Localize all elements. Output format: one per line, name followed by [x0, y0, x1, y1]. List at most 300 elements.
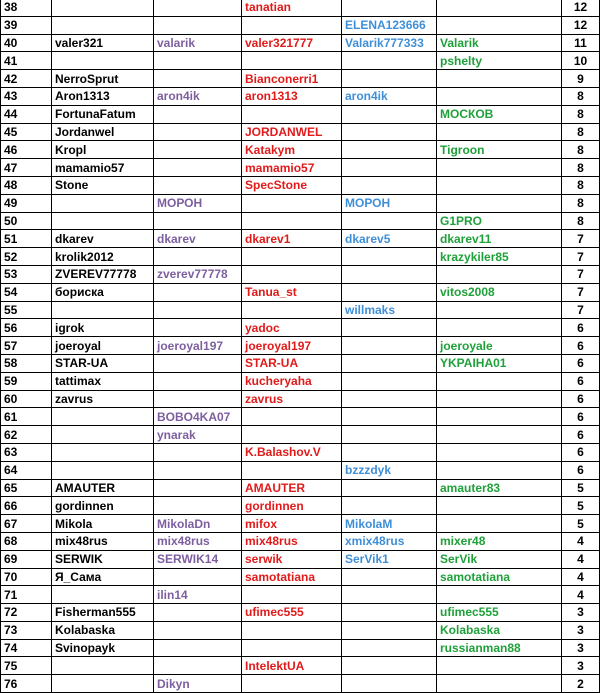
- nick-col3-cell: Bianconerri1: [242, 70, 342, 88]
- nick-col2-cell: ilin14: [154, 586, 242, 604]
- table-row: [1, 105, 600, 123]
- nick-col4-cell: [342, 408, 437, 426]
- nick-col2-cell: [154, 70, 242, 88]
- nick-col4-cell: [342, 675, 437, 693]
- nick-col4-cell: [342, 283, 437, 301]
- nick-col5-cell: [437, 87, 562, 105]
- nick-col2-cell: [154, 372, 242, 390]
- rank-cell: 46: [1, 141, 52, 159]
- rank-cell: 66: [1, 497, 52, 515]
- nick-col2-cell: [154, 568, 242, 586]
- nick-col2-cell: [154, 176, 242, 194]
- table-row: [1, 390, 600, 408]
- nick-col1-cell: [52, 16, 154, 34]
- score-cell: 6: [562, 408, 600, 426]
- nick-col3-cell: aron1313: [242, 87, 342, 105]
- score-cell: 12: [562, 0, 600, 16]
- table-row: [1, 283, 600, 301]
- nick-col1-cell: [52, 301, 154, 319]
- nick-col2-cell: aron4ik: [154, 87, 242, 105]
- nick-col3-cell: tanatian: [242, 0, 342, 16]
- nick-col4-cell: [342, 479, 437, 497]
- nick-col4-cell: Valarik777333: [342, 34, 437, 52]
- rank-cell: 54: [1, 283, 52, 301]
- nick-col4-cell: [342, 123, 437, 141]
- nick-col4-cell: willmaks: [342, 301, 437, 319]
- nick-col4-cell: [342, 52, 437, 70]
- nick-col4-cell: [342, 248, 437, 266]
- nick-col5-cell: [437, 390, 562, 408]
- nick-col4-cell: [342, 141, 437, 159]
- nick-col3-cell: [242, 639, 342, 657]
- nick-col1-cell: Stone: [52, 176, 154, 194]
- nick-col4-cell: [342, 265, 437, 283]
- nick-col3-cell: kucheryaha: [242, 372, 342, 390]
- nick-col1-cell: [52, 194, 154, 212]
- table-body: [1, 0, 600, 693]
- table-row: [1, 675, 600, 693]
- table-row: [1, 70, 600, 88]
- table-row: [1, 0, 600, 16]
- rank-cell: 42: [1, 70, 52, 88]
- table-row: [1, 568, 600, 586]
- nick-col5-cell: vitos2008: [437, 283, 562, 301]
- score-cell: 8: [562, 194, 600, 212]
- score-cell: 8: [562, 176, 600, 194]
- nick-col2-cell: [154, 123, 242, 141]
- table-row: [1, 337, 600, 355]
- nick-col5-cell: [437, 426, 562, 444]
- nick-col3-cell: [242, 105, 342, 123]
- nick-col2-cell: [154, 604, 242, 622]
- nick-col3-cell: Katakym: [242, 141, 342, 159]
- rank-cell: 76: [1, 675, 52, 693]
- nick-col5-cell: [437, 194, 562, 212]
- nick-col4-cell: xmix48rus: [342, 532, 437, 550]
- table-row: [1, 479, 600, 497]
- nick-col1-cell: FortunaFatum: [52, 105, 154, 123]
- nick-col2-cell: [154, 319, 242, 337]
- rank-cell: 63: [1, 443, 52, 461]
- rank-cell: 38: [1, 0, 52, 16]
- score-cell: 3: [562, 621, 600, 639]
- nick-col4-cell: [342, 372, 437, 390]
- rank-cell: 60: [1, 390, 52, 408]
- nick-col3-cell: zavrus: [242, 390, 342, 408]
- rank-cell: 64: [1, 461, 52, 479]
- rank-cell: 48: [1, 176, 52, 194]
- nick-col5-cell: Kolabaska: [437, 621, 562, 639]
- nick-col4-cell: [342, 586, 437, 604]
- nick-col3-cell: [242, 675, 342, 693]
- rank-cell: 61: [1, 408, 52, 426]
- nick-col3-cell: ufimec555: [242, 604, 342, 622]
- nick-col5-cell: [437, 408, 562, 426]
- nick-col5-cell: [437, 497, 562, 515]
- nick-col4-cell: МОРОН: [342, 194, 437, 212]
- rank-cell: 62: [1, 426, 52, 444]
- nick-col3-cell: [242, 586, 342, 604]
- nick-col3-cell: [242, 265, 342, 283]
- nick-col5-cell: [437, 461, 562, 479]
- nick-col5-cell: krazykiler85: [437, 248, 562, 266]
- nick-col5-cell: joeroyale: [437, 337, 562, 355]
- nick-col1-cell: krolik2012: [52, 248, 154, 266]
- nick-col3-cell: [242, 426, 342, 444]
- score-cell: 6: [562, 443, 600, 461]
- nick-col1-cell: бориска: [52, 283, 154, 301]
- nick-col5-cell: [437, 372, 562, 390]
- nick-col5-cell: russianman88: [437, 639, 562, 657]
- nick-col5-cell: ufimec555: [437, 604, 562, 622]
- nick-col5-cell: [437, 675, 562, 693]
- nick-col2-cell: [154, 390, 242, 408]
- nick-col1-cell: [52, 212, 154, 230]
- rank-cell: 74: [1, 639, 52, 657]
- score-cell: 7: [562, 248, 600, 266]
- nick-col2-cell: [154, 639, 242, 657]
- nick-col5-cell: [437, 319, 562, 337]
- nick-col2-cell: [154, 159, 242, 177]
- score-cell: 7: [562, 283, 600, 301]
- nick-col3-cell: mamamio57: [242, 159, 342, 177]
- nick-col4-cell: aron4ik: [342, 87, 437, 105]
- rank-cell: 56: [1, 319, 52, 337]
- nick-col3-cell: samotatiana: [242, 568, 342, 586]
- nick-col1-cell: Kropl: [52, 141, 154, 159]
- nick-col2-cell: [154, 141, 242, 159]
- nick-col4-cell: [342, 443, 437, 461]
- table-row: [1, 176, 600, 194]
- score-cell: 8: [562, 105, 600, 123]
- nick-col5-cell: МОСКОВ: [437, 105, 562, 123]
- rank-cell: 70: [1, 568, 52, 586]
- rank-cell: 58: [1, 354, 52, 372]
- nick-col3-cell: mifox: [242, 515, 342, 533]
- table-row: [1, 248, 600, 266]
- nick-col2-cell: [154, 248, 242, 266]
- nick-col4-cell: [342, 621, 437, 639]
- nick-col3-cell: Tanua_st: [242, 283, 342, 301]
- table-row: [1, 230, 600, 248]
- nick-col1-cell: mix48rus: [52, 532, 154, 550]
- nick-col4-cell: [342, 212, 437, 230]
- table-row: [1, 87, 600, 105]
- nick-col5-cell: [437, 265, 562, 283]
- score-cell: 8: [562, 123, 600, 141]
- nick-col1-cell: Kolabaska: [52, 621, 154, 639]
- rank-cell: 43: [1, 87, 52, 105]
- table-row: [1, 532, 600, 550]
- score-cell: 11: [562, 34, 600, 52]
- nick-col4-cell: [342, 70, 437, 88]
- table-row: [1, 657, 600, 675]
- nick-col1-cell: tattimax: [52, 372, 154, 390]
- nick-col2-cell: [154, 105, 242, 123]
- nick-col3-cell: [242, 248, 342, 266]
- nick-col1-cell: zavrus: [52, 390, 154, 408]
- table-row: [1, 159, 600, 177]
- nick-col5-cell: [437, 515, 562, 533]
- nick-col5-cell: Valarik: [437, 34, 562, 52]
- nick-col4-cell: [342, 497, 437, 515]
- table-row: [1, 354, 600, 372]
- nick-col5-cell: [437, 443, 562, 461]
- table-row: [1, 639, 600, 657]
- nick-col5-cell: [437, 0, 562, 16]
- nick-col2-cell: [154, 461, 242, 479]
- score-cell: 8: [562, 141, 600, 159]
- nick-col4-cell: [342, 354, 437, 372]
- nick-col1-cell: ZVEREV77778: [52, 265, 154, 283]
- score-cell: 5: [562, 479, 600, 497]
- score-cell: 8: [562, 212, 600, 230]
- nick-col2-cell: [154, 212, 242, 230]
- nick-col3-cell: joeroyal197: [242, 337, 342, 355]
- nick-col4-cell: dkarev5: [342, 230, 437, 248]
- rank-cell: 73: [1, 621, 52, 639]
- table-row: [1, 141, 600, 159]
- rank-cell: 69: [1, 550, 52, 568]
- nick-col2-cell: ynarak: [154, 426, 242, 444]
- rank-cell: 41: [1, 52, 52, 70]
- table-row: [1, 443, 600, 461]
- table-row: [1, 621, 600, 639]
- nick-col3-cell: [242, 621, 342, 639]
- nick-col3-cell: JORDANWEL: [242, 123, 342, 141]
- nick-col2-cell: zverev77778: [154, 265, 242, 283]
- nick-col3-cell: SpecStone: [242, 176, 342, 194]
- nick-col3-cell: [242, 16, 342, 34]
- nick-col5-cell: SerVik: [437, 550, 562, 568]
- nick-col2-cell: [154, 16, 242, 34]
- table-row: [1, 16, 600, 34]
- nick-col1-cell: Jordanwel: [52, 123, 154, 141]
- nick-col4-cell: [342, 604, 437, 622]
- nick-col2-cell: [154, 283, 242, 301]
- nick-col3-cell: valer321777: [242, 34, 342, 52]
- rank-cell: 39: [1, 16, 52, 34]
- nick-col2-cell: [154, 443, 242, 461]
- table-row: [1, 604, 600, 622]
- nick-col1-cell: joeroyal: [52, 337, 154, 355]
- nick-col4-cell: MikolaM: [342, 515, 437, 533]
- nick-col1-cell: [52, 657, 154, 675]
- nick-col3-cell: [242, 408, 342, 426]
- rank-cell: 51: [1, 230, 52, 248]
- nick-col3-cell: mix48rus: [242, 532, 342, 550]
- rank-cell: 75: [1, 657, 52, 675]
- score-cell: 3: [562, 639, 600, 657]
- nick-col2-cell: BOBO4KA07: [154, 408, 242, 426]
- score-cell: 6: [562, 337, 600, 355]
- nick-col1-cell: Mikola: [52, 515, 154, 533]
- nick-col2-cell: [154, 479, 242, 497]
- nick-col1-cell: valer321: [52, 34, 154, 52]
- nick-col1-cell: Fisherman555: [52, 604, 154, 622]
- score-cell: 3: [562, 657, 600, 675]
- nick-col1-cell: igrok: [52, 319, 154, 337]
- score-cell: 4: [562, 586, 600, 604]
- score-cell: 8: [562, 87, 600, 105]
- table-row: [1, 52, 600, 70]
- score-cell: 6: [562, 426, 600, 444]
- nick-col1-cell: [52, 461, 154, 479]
- nick-col2-cell: dkarev: [154, 230, 242, 248]
- nick-col1-cell: NerroSprut: [52, 70, 154, 88]
- nick-col3-cell: AMAUTER: [242, 479, 342, 497]
- score-cell: 6: [562, 461, 600, 479]
- table-row: [1, 34, 600, 52]
- table-row: [1, 461, 600, 479]
- nick-col1-cell: Aron1313: [52, 87, 154, 105]
- nick-col4-cell: [342, 657, 437, 675]
- nick-col2-cell: [154, 657, 242, 675]
- nick-col2-cell: [154, 0, 242, 16]
- rank-cell: 71: [1, 586, 52, 604]
- score-cell: 7: [562, 301, 600, 319]
- rank-cell: 40: [1, 34, 52, 52]
- nick-col5-cell: G1PRO: [437, 212, 562, 230]
- table-row: [1, 212, 600, 230]
- rank-cell: 53: [1, 265, 52, 283]
- nick-col4-cell: [342, 426, 437, 444]
- nick-col5-cell: samotatiana: [437, 568, 562, 586]
- nick-col4-cell: [342, 0, 437, 16]
- nick-col4-cell: bzzzdyk: [342, 461, 437, 479]
- nick-col5-cell: [437, 123, 562, 141]
- nick-col2-cell: [154, 621, 242, 639]
- nick-col4-cell: ELENA123666: [342, 16, 437, 34]
- nick-col5-cell: pshelty: [437, 52, 562, 70]
- score-cell: 9: [562, 70, 600, 88]
- table-row: [1, 497, 600, 515]
- rank-cell: 55: [1, 301, 52, 319]
- nick-col5-cell: [437, 301, 562, 319]
- nick-col4-cell: [342, 337, 437, 355]
- table-row: [1, 550, 600, 568]
- nick-col4-cell: [342, 176, 437, 194]
- nick-col4-cell: SerVik1: [342, 550, 437, 568]
- nick-col3-cell: dkarev1: [242, 230, 342, 248]
- rank-cell: 44: [1, 105, 52, 123]
- nick-col1-cell: [52, 443, 154, 461]
- rank-cell: 59: [1, 372, 52, 390]
- nick-col5-cell: [437, 586, 562, 604]
- nick-col3-cell: IntelektUA: [242, 657, 342, 675]
- nick-col5-cell: dkarev11: [437, 230, 562, 248]
- score-cell: 4: [562, 532, 600, 550]
- nick-col1-cell: [52, 52, 154, 70]
- score-cell: 10: [562, 52, 600, 70]
- table-row: [1, 586, 600, 604]
- nick-col1-cell: AMAUTER: [52, 479, 154, 497]
- nick-col5-cell: [437, 16, 562, 34]
- nick-col3-cell: [242, 461, 342, 479]
- score-cell: 4: [562, 550, 600, 568]
- score-cell: 3: [562, 604, 600, 622]
- nick-col4-cell: [342, 159, 437, 177]
- nick-col3-cell: serwik: [242, 550, 342, 568]
- nick-col5-cell: [437, 176, 562, 194]
- nick-col3-cell: [242, 52, 342, 70]
- nick-col5-cell: [437, 70, 562, 88]
- score-cell: 2: [562, 675, 600, 693]
- score-cell: 5: [562, 497, 600, 515]
- nick-col1-cell: [52, 408, 154, 426]
- nick-col4-cell: [342, 105, 437, 123]
- nick-col5-cell: Tigroon: [437, 141, 562, 159]
- nick-col3-cell: [242, 212, 342, 230]
- nick-col1-cell: mamamio57: [52, 159, 154, 177]
- nick-col4-cell: [342, 639, 437, 657]
- nick-col5-cell: [437, 657, 562, 675]
- nick-col1-cell: SERWIK: [52, 550, 154, 568]
- nick-col1-cell: Svinopayk: [52, 639, 154, 657]
- score-cell: 6: [562, 372, 600, 390]
- nick-col3-cell: [242, 301, 342, 319]
- nick-col2-cell: [154, 354, 242, 372]
- nick-col2-cell: joeroyal197: [154, 337, 242, 355]
- nick-col3-cell: [242, 194, 342, 212]
- table-row: [1, 301, 600, 319]
- rank-cell: 67: [1, 515, 52, 533]
- score-cell: 7: [562, 265, 600, 283]
- nick-col1-cell: [52, 426, 154, 444]
- nick-col5-cell: mixer48: [437, 532, 562, 550]
- nick-col4-cell: [342, 390, 437, 408]
- nick-col3-cell: yadoc: [242, 319, 342, 337]
- table-row: [1, 426, 600, 444]
- nick-col2-cell: [154, 497, 242, 515]
- score-cell: 8: [562, 159, 600, 177]
- table-row: [1, 319, 600, 337]
- score-cell: 7: [562, 230, 600, 248]
- score-cell: 12: [562, 16, 600, 34]
- nick-col2-cell: [154, 301, 242, 319]
- nick-col2-cell: [154, 52, 242, 70]
- rank-cell: 72: [1, 604, 52, 622]
- nick-col3-cell: K.Balashov.V: [242, 443, 342, 461]
- nick-col1-cell: [52, 586, 154, 604]
- rank-cell: 50: [1, 212, 52, 230]
- nick-col2-cell: Dikyn: [154, 675, 242, 693]
- score-cell: 6: [562, 390, 600, 408]
- table-row: [1, 194, 600, 212]
- rank-cell: 65: [1, 479, 52, 497]
- nick-col5-cell: [437, 159, 562, 177]
- table-row: [1, 265, 600, 283]
- nick-col1-cell: STAR-UA: [52, 354, 154, 372]
- nick-col1-cell: dkarev: [52, 230, 154, 248]
- rank-cell: 47: [1, 159, 52, 177]
- nick-col1-cell: [52, 0, 154, 16]
- nick-col5-cell: YKPAIHA01: [437, 354, 562, 372]
- nick-col1-cell: gordinnen: [52, 497, 154, 515]
- table-row: [1, 408, 600, 426]
- nick-col2-cell: SERWIK14: [154, 550, 242, 568]
- nick-col2-cell: valarik: [154, 34, 242, 52]
- nick-col4-cell: [342, 319, 437, 337]
- rank-cell: 45: [1, 123, 52, 141]
- nick-col3-cell: gordinnen: [242, 497, 342, 515]
- table-row: [1, 123, 600, 141]
- score-cell: 5: [562, 515, 600, 533]
- rank-cell: 57: [1, 337, 52, 355]
- table-row: [1, 372, 600, 390]
- nick-col2-cell: MikolaDn: [154, 515, 242, 533]
- table-row: [1, 515, 600, 533]
